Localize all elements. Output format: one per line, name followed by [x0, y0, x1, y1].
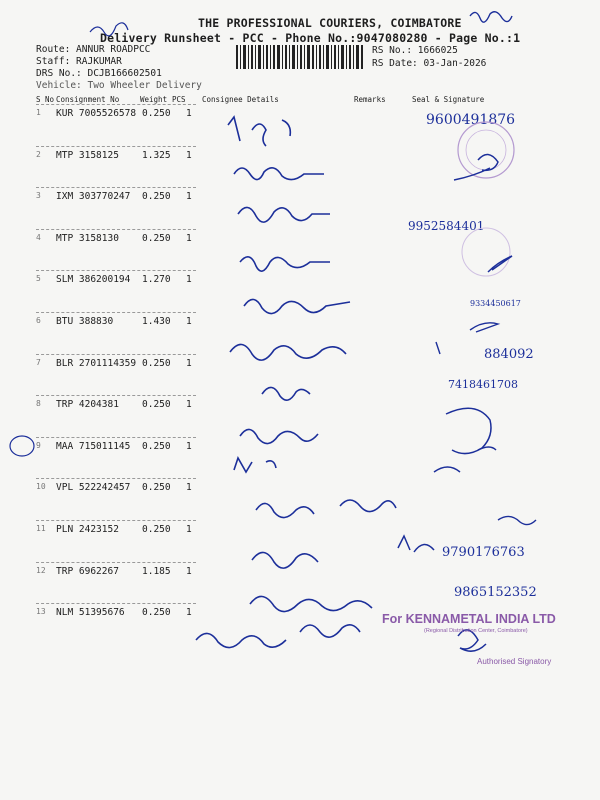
consignment-number: NLM 51395676 [56, 607, 125, 618]
pieces-count: 1 [186, 150, 192, 161]
row-5-name [240, 257, 330, 271]
row-6-name [244, 299, 350, 313]
consignment-number: PLN 2423152 [56, 524, 119, 535]
signature-row-5 [488, 256, 512, 272]
row-divider [36, 437, 196, 438]
row-sno: 10 [36, 482, 46, 491]
vehicle-label: Vehicle: Two Wheeler Delivery [36, 80, 202, 91]
row-sno: 2 [36, 150, 41, 159]
signature-row-2 [454, 154, 498, 180]
pieces-count: 1 [186, 108, 192, 119]
pieces-count: 1 [186, 191, 192, 202]
row-2-name [234, 168, 324, 180]
authorised-signatory-label: Authorised Signatory [477, 657, 552, 666]
signature-row-9 [434, 447, 496, 472]
phone-note-1: 9600491876 [426, 112, 516, 128]
weight-value: 0.250 [142, 482, 171, 493]
column-sno: S No [36, 95, 55, 104]
row-8-name [262, 387, 310, 400]
row-12-name [250, 596, 372, 611]
row-divider [36, 187, 196, 188]
pieces-count: 1 [186, 274, 192, 285]
row-sno: 1 [36, 108, 41, 117]
pieces-count: 1 [186, 607, 192, 618]
consignment-number: KUR 7005526578 [56, 108, 137, 119]
row-divider [36, 146, 196, 147]
staff-label: Staff: RAJKUMAR [36, 56, 122, 67]
phone-note-4: 884092 [484, 347, 534, 362]
phone-note-6: 9790176763 [442, 545, 525, 560]
company-stamp: For KENNAMETAL INDIA LTD [382, 612, 556, 626]
column-consignee-details: Consignee Details [202, 95, 279, 104]
row-13-extra-name [300, 625, 360, 637]
top-scribble [470, 12, 512, 22]
row-divider [36, 312, 196, 313]
column-pcs: PCS [172, 95, 186, 104]
signature-row-9-loop [446, 408, 491, 453]
pieces-count: 1 [186, 233, 192, 244]
row-divider [36, 478, 196, 479]
weight-value: 0.250 [142, 607, 171, 618]
signature-row-6 [436, 323, 498, 354]
column-consignment: Consignment No [56, 95, 120, 104]
courier-stamp-1-inner [466, 130, 506, 170]
drs-number: DRS No.: DCJB166602501 [36, 68, 162, 79]
weight-value: 1.270 [142, 274, 171, 285]
column-seal-signature: Seal & Signature [412, 95, 485, 104]
row-sno: 5 [36, 274, 41, 283]
pieces-count: 1 [186, 566, 192, 577]
phone-note-2: 9952584401 [408, 219, 485, 233]
weight-value: 1.325 [142, 150, 171, 161]
consignment-number: MTP 3158130 [56, 233, 119, 244]
document-title: THE PROFESSIONAL COURIERS, COIMBATORE [198, 16, 462, 30]
row-divider [36, 354, 196, 355]
courier-stamp-1 [458, 122, 514, 178]
route-label: Route: ANNUR ROADPCC [36, 44, 151, 55]
row-divider [36, 562, 196, 563]
weight-value: 0.250 [142, 399, 171, 410]
row-divider [36, 603, 196, 604]
signature-row-12 [398, 536, 434, 552]
pieces-count: 1 [186, 358, 192, 369]
courier-stamp-2 [462, 228, 510, 276]
row-divider [36, 520, 196, 521]
weight-value: 0.250 [142, 191, 171, 202]
consignment-number: BTU 388830 [56, 316, 114, 327]
phone-note-3: 9334450617 [470, 299, 521, 308]
row-7-name [230, 344, 346, 360]
row-9-initials [234, 458, 276, 472]
pieces-count: 1 [186, 399, 192, 410]
row-9-name [240, 429, 318, 443]
row-divider [36, 395, 196, 396]
consignment-number: TRP 6962267 [56, 566, 119, 577]
signature-row-10 [498, 516, 536, 524]
row-sno: 3 [36, 191, 41, 200]
row-sno: 8 [36, 399, 41, 408]
consignment-number: SLM 386200194 [56, 274, 131, 285]
row-sno: 6 [36, 316, 41, 325]
weight-value: 0.250 [142, 108, 171, 119]
row-sno: 13 [36, 607, 46, 616]
column-weight: Weight [140, 95, 168, 104]
pieces-count: 1 [186, 482, 192, 493]
barcode [236, 45, 364, 69]
weight-value: 0.250 [142, 233, 171, 244]
phone-note-5: 7418461708 [448, 378, 518, 391]
row-sno: 9 [36, 441, 41, 450]
column-remarks: Remarks [354, 95, 386, 104]
row-9-circle-mark [10, 436, 34, 456]
phone-note-7: 9865152352 [454, 585, 537, 600]
rs-number: RS No.: 1666025 [372, 45, 458, 56]
consignment-number: TRP 4204381 [56, 399, 119, 410]
row-sno: 7 [36, 358, 41, 367]
document-subtitle: Delivery Runsheet - PCC - Phone No.:9047080280 - Page No.:1 [100, 31, 521, 45]
row-1-name [228, 117, 290, 146]
weight-value: 0.250 [142, 358, 171, 369]
consignment-number: BLR 2701114359 [56, 358, 137, 369]
row-sno: 4 [36, 233, 41, 242]
consignment-number: IXM 303770247 [56, 191, 131, 202]
row-divider [36, 104, 196, 105]
consignment-number: VPL 522242457 [56, 482, 131, 493]
pieces-count: 1 [186, 524, 192, 535]
weight-value: 1.430 [142, 316, 171, 327]
pieces-count: 1 [186, 316, 192, 327]
weight-value: 0.250 [142, 524, 171, 535]
row-sno: 12 [36, 566, 46, 575]
row-13-name [196, 633, 286, 647]
rs-date: RS Date: 03-Jan-2026 [372, 58, 487, 69]
row-sno: 11 [36, 524, 46, 533]
pieces-count: 1 [186, 441, 192, 452]
weight-value: 1.185 [142, 566, 171, 577]
consignment-number: MTP 3158125 [56, 150, 119, 161]
consignment-number: MAA 715011145 [56, 441, 131, 452]
row-3-name [238, 207, 330, 222]
row-divider [36, 270, 196, 271]
row-11-name [252, 552, 318, 568]
row-10-name [256, 500, 396, 518]
row-divider [36, 229, 196, 230]
weight-value: 0.250 [142, 441, 171, 452]
company-stamp-office: (Regional Distribution Center, Coimbatore) [424, 628, 528, 634]
